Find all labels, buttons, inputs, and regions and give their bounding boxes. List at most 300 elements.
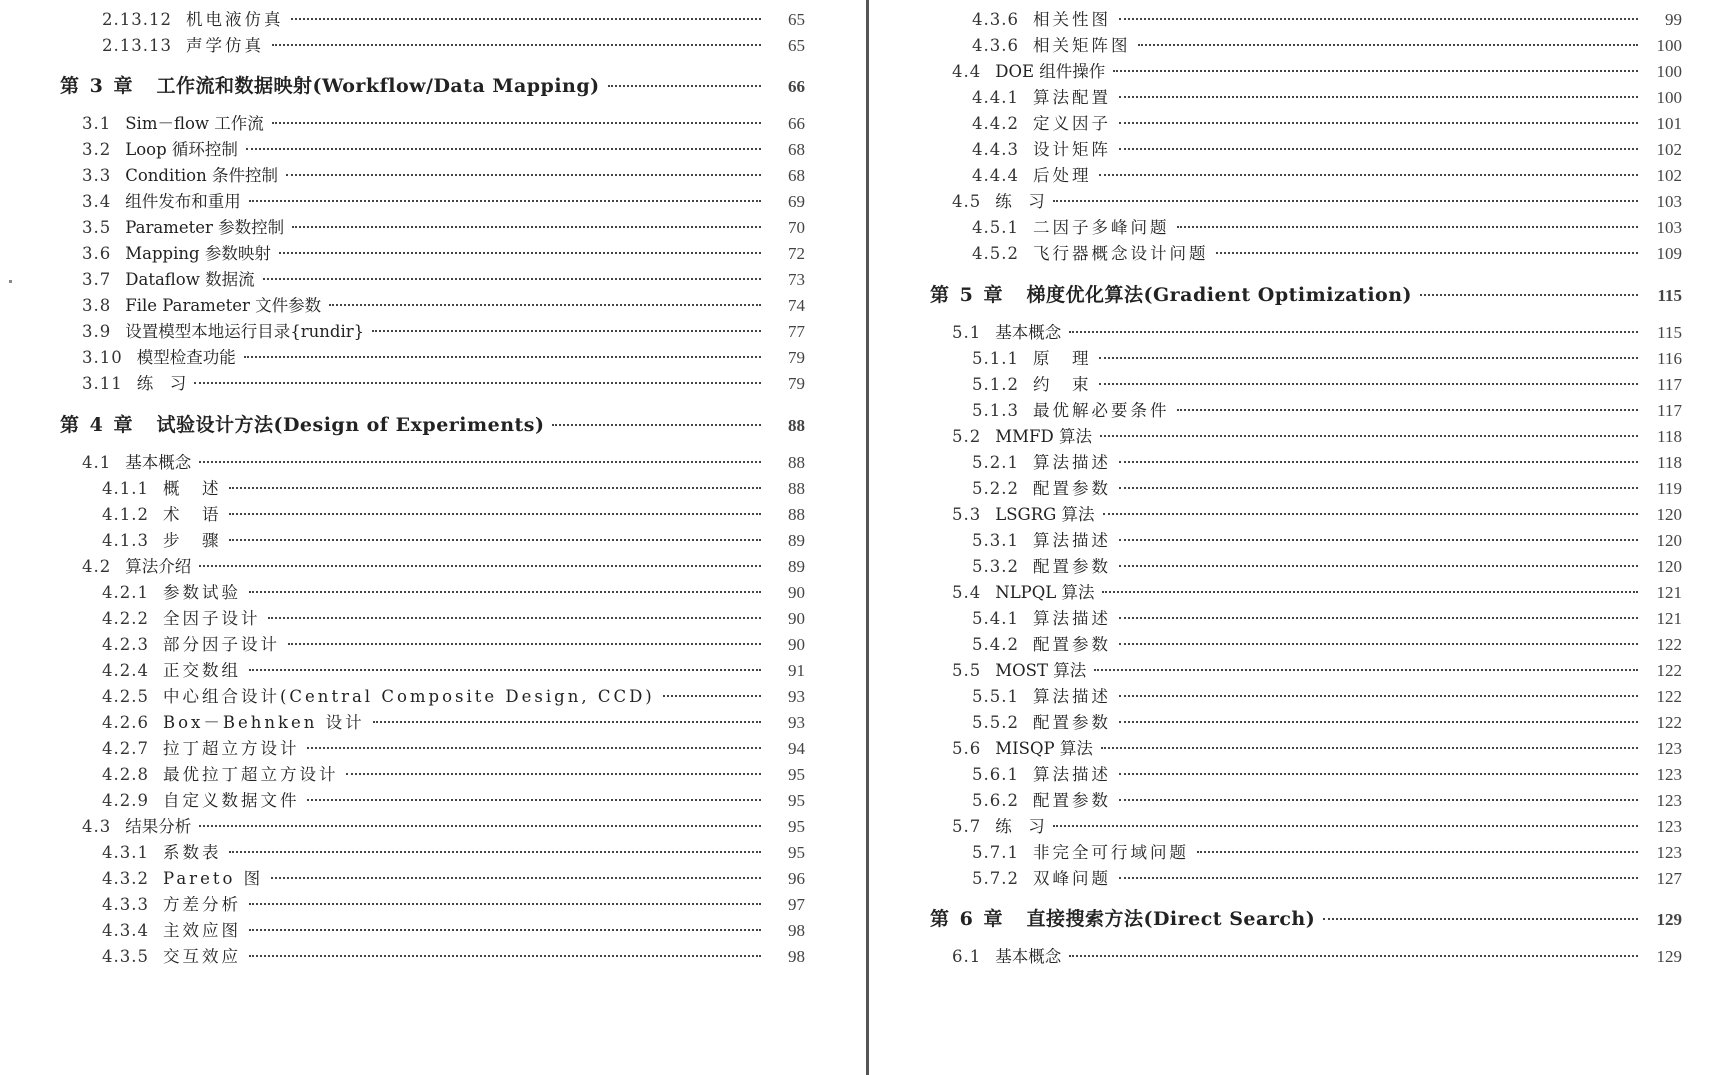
section-title: 最优拉丁超立方设计 [162, 765, 339, 784]
section-title: Parameter 参数控制 [125, 218, 285, 237]
section-title: 基本概念 [125, 453, 192, 472]
dot-leader [272, 122, 761, 124]
toc-section-entry [930, 345, 1682, 373]
dot-leader [307, 799, 761, 801]
dot-leader [1138, 44, 1638, 46]
page-number: 118 [1657, 427, 1682, 446]
toc-section-entry [930, 423, 1682, 451]
section-title: 参数试验 [162, 583, 241, 602]
section-number: 5.1 [952, 323, 982, 342]
dot-leader [268, 617, 761, 619]
dot-leader [199, 565, 761, 567]
dot-leader [1103, 513, 1638, 515]
section-title: 二因子多峰问题 [1032, 218, 1170, 237]
section-title: 最优解必要条件 [1032, 401, 1170, 420]
dot-leader [1177, 409, 1638, 411]
section-title: 配置参数 [1032, 713, 1111, 732]
toc-section-entry [60, 188, 805, 216]
page-number: 95 [788, 843, 805, 862]
section-number: 4.2.1 [102, 583, 149, 602]
section-number: 4.2.6 [102, 713, 149, 732]
toc-section-entry [930, 319, 1682, 347]
section-number: 4.5.1 [972, 218, 1019, 237]
section-title: Mapping 参数映射 [125, 244, 271, 263]
section-number: 5.7.1 [972, 843, 1019, 862]
dot-leader [244, 356, 761, 358]
dot-leader [1069, 331, 1638, 333]
page-number: 103 [1656, 218, 1682, 237]
toc-section-entry [930, 839, 1682, 867]
section-number: 4.1.1 [102, 479, 149, 498]
toc-section-entry [60, 527, 805, 555]
section-number: 4.1.3 [102, 531, 149, 550]
toc-section-entry [60, 370, 805, 398]
section-title: 机电液仿真 [185, 10, 284, 29]
toc-chapter-entry [930, 904, 1682, 932]
section-title: Sim－flow 工作流 [125, 114, 264, 133]
page-number: 77 [788, 322, 805, 341]
page-number: 122 [1656, 635, 1682, 654]
toc-section-entry [930, 6, 1682, 34]
section-title: 配置参数 [1032, 557, 1111, 576]
toc-section-entry [60, 162, 805, 190]
toc-section-entry [930, 214, 1682, 242]
toc-section-entry [60, 735, 805, 763]
section-number: 2.13.12 [102, 10, 172, 29]
toc-section-entry [60, 943, 805, 971]
section-number: 5.3.2 [972, 557, 1019, 576]
section-title: Loop 循环控制 [125, 140, 238, 159]
section-number: 5.7.2 [972, 869, 1019, 888]
section-title: LSGRG 算法 [995, 505, 1095, 524]
toc-section-entry [60, 501, 805, 529]
section-title: 原 理 [1032, 349, 1092, 368]
section-title: 中心组合设计(Central Composite Design, CCD) [162, 687, 655, 706]
section-number: 3.8 [82, 296, 112, 315]
page-number: 102 [1656, 140, 1682, 159]
section-number: 5.4 [952, 583, 982, 602]
dot-leader [272, 44, 761, 46]
section-title: 系数表 [162, 843, 222, 862]
page-number: 89 [788, 531, 805, 550]
section-title: 声学仿真 [185, 36, 264, 55]
dot-leader [1053, 825, 1638, 827]
section-title: 后处理 [1032, 166, 1092, 185]
toc-section-entry [930, 787, 1682, 815]
dot-leader [249, 669, 761, 671]
section-title: DOE 组件操作 [995, 62, 1106, 81]
dot-leader [1119, 487, 1638, 489]
page-number: 122 [1656, 661, 1682, 680]
section-title: 结果分析 [125, 817, 192, 836]
section-title: 算法描述 [1032, 531, 1111, 550]
section-title: 基本概念 [995, 947, 1062, 966]
dot-leader [263, 278, 761, 280]
page-number: 68 [788, 166, 805, 185]
section-number: 第 4 章 [60, 414, 135, 436]
section-number: 5.1.1 [972, 349, 1019, 368]
page-number: 79 [788, 348, 805, 367]
dot-leader [1119, 96, 1638, 98]
section-title: 梯度优化算法(Gradient Optimization) [1026, 284, 1413, 306]
toc-section-entry [60, 6, 805, 34]
section-number: 3.11 [82, 374, 123, 393]
dot-leader [1113, 70, 1638, 72]
section-number: 第 6 章 [930, 908, 1005, 930]
section-title: Box－Behnken 设计 [162, 713, 365, 732]
page-number: 66 [788, 77, 805, 96]
toc-chapter-entry [930, 280, 1682, 308]
dot-leader [249, 200, 761, 202]
toc-section-entry [60, 761, 805, 789]
page-number: 118 [1657, 453, 1682, 472]
section-number: 4.3.1 [102, 843, 149, 862]
toc-section-entry [930, 162, 1682, 190]
section-number: 4.2.8 [102, 765, 149, 784]
dot-leader [199, 461, 761, 463]
dot-leader [292, 226, 761, 228]
section-title: 定义因子 [1032, 114, 1111, 133]
section-title: 设置模型本地运行目录{rundir} [125, 322, 365, 341]
dot-leader [1119, 643, 1638, 645]
page-number: 89 [788, 557, 805, 576]
toc-chapter-entry [60, 410, 805, 438]
toc-section-entry [60, 657, 805, 685]
page-number: 122 [1656, 713, 1682, 732]
section-title: MOST 算法 [995, 661, 1087, 680]
section-number: 5.6 [952, 739, 982, 758]
section-number: 4.5 [952, 192, 982, 211]
section-title: MISQP 算法 [995, 739, 1093, 758]
dot-leader [1119, 617, 1638, 619]
dot-leader [1119, 721, 1638, 723]
section-number: 4.3.2 [102, 869, 149, 888]
section-number: 第 3 章 [60, 75, 135, 97]
section-number: 3.3 [82, 166, 112, 185]
page-number: 68 [788, 140, 805, 159]
toc-section-entry [930, 943, 1682, 971]
section-title: 设计矩阵 [1032, 140, 1111, 159]
toc-section-entry [930, 735, 1682, 763]
section-title: 全因子设计 [162, 609, 261, 628]
page-number: 117 [1657, 375, 1682, 394]
section-number: 4.3.3 [102, 895, 149, 914]
toc-section-entry [930, 84, 1682, 112]
page-number: 129 [1656, 947, 1682, 966]
page-number: 95 [788, 817, 805, 836]
dot-leader [1119, 695, 1638, 697]
section-title: 部分因子设计 [162, 635, 280, 654]
toc-section-entry [60, 917, 805, 945]
toc-section-entry [930, 58, 1682, 86]
page-number: 91 [788, 661, 805, 680]
dot-leader [1177, 226, 1638, 228]
page-number: 97 [788, 895, 805, 914]
scan-speck [9, 280, 12, 283]
toc-section-entry [930, 449, 1682, 477]
section-title: 非完全可行域问题 [1032, 843, 1189, 862]
page-number: 120 [1656, 531, 1682, 550]
page-number: 70 [788, 218, 805, 237]
section-number: 5.1.3 [972, 401, 1019, 420]
page-number: 88 [788, 505, 805, 524]
section-number: 5.7 [952, 817, 982, 836]
page-number: 100 [1656, 88, 1682, 107]
page-number: 116 [1657, 349, 1682, 368]
toc-section-entry [60, 240, 805, 268]
section-number: 5.2 [952, 427, 982, 446]
dot-leader [346, 773, 761, 775]
toc-section-entry [60, 32, 805, 60]
section-number: 5.5.1 [972, 687, 1019, 706]
toc-section-entry [60, 865, 805, 893]
dot-leader [1420, 294, 1638, 296]
section-number: 5.2.2 [972, 479, 1019, 498]
page-number: 94 [788, 739, 805, 758]
section-title: Condition 条件控制 [125, 166, 278, 185]
section-number: 5.5.2 [972, 713, 1019, 732]
page-number: 90 [788, 609, 805, 628]
toc-section-entry [930, 527, 1682, 555]
section-number: 4.4 [952, 62, 982, 81]
dot-leader [249, 955, 761, 957]
page-number: 117 [1657, 401, 1682, 420]
toc-section-entry [60, 709, 805, 737]
section-title: 双峰问题 [1032, 869, 1111, 888]
dot-leader [229, 513, 761, 515]
toc-section-entry [60, 579, 805, 607]
toc-section-entry [930, 761, 1682, 789]
section-number: 4.3.6 [972, 10, 1019, 29]
section-number: 4.2.2 [102, 609, 149, 628]
section-number: 4.2.7 [102, 739, 149, 758]
section-number: 3.10 [82, 348, 123, 367]
toc-section-entry [60, 787, 805, 815]
section-number: 3.7 [82, 270, 112, 289]
dot-leader [1119, 148, 1638, 150]
toc-section-entry [930, 371, 1682, 399]
section-number: 4.2.9 [102, 791, 149, 810]
dot-leader [1100, 435, 1638, 437]
dot-leader [249, 929, 761, 931]
section-title: 算法描述 [1032, 609, 1111, 628]
toc-section-entry [60, 683, 805, 711]
dot-leader [1102, 591, 1638, 593]
toc-section-entry [60, 891, 805, 919]
section-title: Pareto 图 [162, 869, 264, 888]
section-title: 相关矩阵图 [1032, 36, 1131, 55]
page-number: 119 [1657, 479, 1682, 498]
page-number: 121 [1656, 583, 1682, 602]
page-number: 74 [788, 296, 805, 315]
toc-section-entry [60, 553, 805, 581]
dot-leader [1216, 252, 1638, 254]
dot-leader [246, 148, 761, 150]
toc-section-entry [930, 397, 1682, 425]
page-number: 123 [1656, 817, 1682, 836]
dot-leader [1119, 877, 1638, 879]
dot-leader [1069, 955, 1638, 957]
toc-section-entry [60, 266, 805, 294]
toc-section-entry [60, 136, 805, 164]
dot-leader [229, 851, 761, 853]
page-number: 88 [788, 479, 805, 498]
page-number: 90 [788, 635, 805, 654]
section-title: 配置参数 [1032, 791, 1111, 810]
section-title: 算法描述 [1032, 765, 1111, 784]
page-number: 73 [788, 270, 805, 289]
section-title: 练 习 [995, 817, 1045, 836]
section-number: 3.5 [82, 218, 112, 237]
section-title: 配置参数 [1032, 479, 1111, 498]
section-number: 2.13.13 [102, 36, 172, 55]
page-number: 95 [788, 791, 805, 810]
section-number: 3.4 [82, 192, 112, 211]
dot-leader [271, 877, 761, 879]
page-number: 100 [1656, 62, 1682, 81]
section-number: 5.4.2 [972, 635, 1019, 654]
section-title: 方差分析 [162, 895, 241, 914]
page-number: 66 [788, 114, 805, 133]
toc-section-entry [930, 579, 1682, 607]
page-number: 109 [1656, 244, 1682, 263]
section-number: 5.6.1 [972, 765, 1019, 784]
section-title: File Parameter 文件参数 [125, 296, 322, 315]
section-title: 自定义数据文件 [162, 791, 300, 810]
toc-section-entry [60, 344, 805, 372]
dot-leader [1119, 799, 1638, 801]
dot-leader [199, 825, 761, 827]
dot-leader [288, 643, 761, 645]
section-number: 3.1 [82, 114, 112, 133]
page-number: 69 [788, 192, 805, 211]
page-number: 122 [1656, 687, 1682, 706]
toc-section-entry [930, 110, 1682, 138]
page-number: 96 [788, 869, 805, 888]
page-number: 93 [788, 687, 805, 706]
section-title: 工作流和数据映射(Workflow/Data Mapping) [156, 75, 600, 97]
section-number: 4.4.4 [972, 166, 1019, 185]
toc-section-entry [930, 631, 1682, 659]
section-number: 4.4.3 [972, 140, 1019, 159]
section-title: 算法介绍 [125, 557, 192, 576]
dot-leader [372, 330, 761, 332]
section-number: 4.2.5 [102, 687, 149, 706]
page-number: 72 [788, 244, 805, 263]
page-number: 127 [1656, 869, 1682, 888]
dot-leader [1119, 539, 1638, 541]
dot-leader [1197, 851, 1638, 853]
dot-leader [286, 174, 761, 176]
section-number: 5.6.2 [972, 791, 1019, 810]
section-number: 第 5 章 [930, 284, 1005, 306]
toc-section-entry [60, 318, 805, 346]
page-number: 95 [788, 765, 805, 784]
section-title: NLPQL 算法 [995, 583, 1095, 602]
page-number: 88 [788, 453, 805, 472]
section-number: 4.2.3 [102, 635, 149, 654]
toc-section-entry [930, 240, 1682, 268]
toc-chapter-entry [60, 71, 805, 99]
section-number: 4.3 [82, 817, 112, 836]
section-title: 算法配置 [1032, 88, 1111, 107]
page-number: 93 [788, 713, 805, 732]
section-number: 3.2 [82, 140, 112, 159]
page-number: 98 [788, 921, 805, 940]
section-title: 主效应图 [162, 921, 241, 940]
section-title: 直接搜索方法(Direct Search) [1026, 908, 1316, 930]
toc-section-entry [930, 813, 1682, 841]
page-number: 121 [1656, 609, 1682, 628]
section-title: Dataflow 数据流 [125, 270, 255, 289]
section-title: 交互效应 [162, 947, 241, 966]
dot-leader [249, 591, 761, 593]
toc-section-entry [930, 709, 1682, 737]
dot-leader [1119, 773, 1638, 775]
section-title: 正交数组 [162, 661, 241, 680]
toc-section-entry [60, 449, 805, 477]
dot-leader [663, 695, 761, 697]
page-number: 123 [1656, 739, 1682, 758]
dot-leader [229, 487, 761, 489]
dot-leader [329, 304, 761, 306]
dot-leader [1099, 357, 1638, 359]
page-number: 115 [1657, 323, 1682, 342]
section-number: 4.2.4 [102, 661, 149, 680]
dot-leader [1119, 122, 1638, 124]
dot-leader [1119, 18, 1638, 20]
toc-section-entry [60, 292, 805, 320]
toc-section-entry [930, 136, 1682, 164]
dot-leader [1099, 174, 1638, 176]
toc-section-entry [930, 865, 1682, 893]
section-title: 相关性图 [1032, 10, 1111, 29]
page-number: 99 [1665, 10, 1682, 29]
section-number: 5.4.1 [972, 609, 1019, 628]
section-number: 4.4.1 [972, 88, 1019, 107]
dot-leader [249, 903, 761, 905]
section-title: 试验设计方法(Design of Experiments) [156, 414, 545, 436]
section-title: 算法描述 [1032, 687, 1111, 706]
toc-section-entry [60, 631, 805, 659]
page-number: 79 [788, 374, 805, 393]
page-number: 65 [788, 36, 805, 55]
toc-section-entry [930, 32, 1682, 60]
section-title: 基本概念 [995, 323, 1062, 342]
page-number: 115 [1657, 286, 1682, 305]
toc-section-entry [930, 188, 1682, 216]
page-number: 100 [1656, 36, 1682, 55]
section-number: 4.3.6 [972, 36, 1019, 55]
dot-leader [373, 721, 761, 723]
page-number: 101 [1656, 114, 1682, 133]
toc-section-entry [930, 657, 1682, 685]
toc-section-entry [60, 605, 805, 633]
section-title: 配置参数 [1032, 635, 1111, 654]
page-number: 123 [1656, 765, 1682, 784]
toc-section-entry [60, 214, 805, 242]
section-number: 3.9 [82, 322, 112, 341]
dot-leader [279, 252, 761, 254]
section-number: 4.1.2 [102, 505, 149, 524]
dot-leader [291, 18, 761, 20]
section-title: 模型检查功能 [136, 348, 236, 367]
section-number: 4.3.4 [102, 921, 149, 940]
section-title: 算法描述 [1032, 453, 1111, 472]
page-number: 98 [788, 947, 805, 966]
dot-leader [307, 747, 761, 749]
section-title: 术 语 [162, 505, 222, 524]
